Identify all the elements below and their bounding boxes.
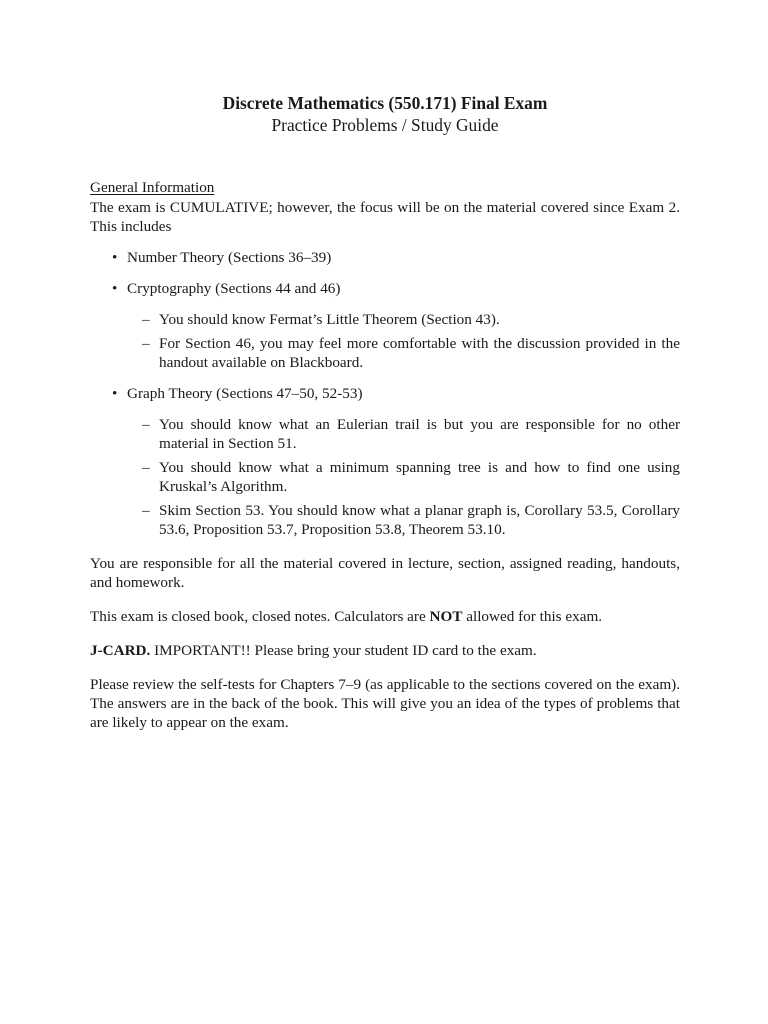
subtopic-item (127, 334, 680, 372)
bullet-icon: • (112, 249, 118, 266)
topic-label: Cryptography (Sections 44 and 46) (127, 280, 341, 297)
dash-icon: – (142, 416, 150, 433)
dash-icon: – (142, 459, 150, 476)
subtopic-text: For Section 46, you may feel more comfortable with the discussion provided in the handout available on Blackboard. (159, 335, 680, 371)
topics-list (90, 248, 680, 539)
dash-icon: – (142, 502, 150, 519)
topic-item-number-theory (90, 248, 680, 267)
jcard-paragraph (90, 641, 680, 660)
subtopic-item (127, 458, 680, 496)
topic-label: Number Theory (Sections 36–39) (127, 249, 332, 266)
closed-book-emphasis: NOT (429, 608, 463, 625)
subtopic-text: You should know Fermat’s Little Theorem (Section 43). (159, 311, 500, 328)
subtopics-list (127, 415, 680, 539)
closed-book-paragraph (90, 607, 680, 626)
topic-item-cryptography (90, 279, 680, 372)
document-title: Discrete Mathematics (550.171) Final Exam (222, 93, 548, 113)
intro-paragraph: The exam is CUMULATIVE; however, the focus will be on the material covered since Exam 2. This includes (90, 199, 680, 235)
jcard-label: J-CARD. (90, 642, 151, 659)
subtopic-item (127, 501, 680, 539)
closed-book-text-end: allowed for this exam. (462, 608, 603, 625)
subtopic-item (127, 415, 680, 453)
jcard-text: IMPORTANT!! Please bring your student ID card to the exam. (150, 642, 537, 659)
subtopics-list (127, 310, 680, 372)
responsibility-paragraph: You are responsible for all the material covered in lecture, section, assigned reading, handouts, and homework. (90, 555, 680, 591)
closed-book-text: This exam is closed book, closed notes. Calculators are (90, 608, 430, 625)
bullet-icon: • (112, 385, 118, 402)
subtopic-item (127, 310, 680, 329)
bullet-icon: • (112, 280, 118, 297)
section-heading-general-information: General Information (90, 179, 215, 196)
document-subtitle: Practice Problems / Study Guide (271, 115, 499, 135)
subtopic-text: Skim Section 53. You should know what a planar graph is, Corollary 53.5, Corollary 53.6, Proposition 53.7, Proposition 53.8, Theorem 53.10. (159, 502, 680, 538)
document-page (90, 92, 680, 732)
review-paragraph: Please review the self-tests for Chapters 7–9 (as applicable to the sections covered on the exam). The answers are in the back of the book. This will give you an idea of the types of problems that are likely to appear on the exam. (90, 676, 680, 731)
topic-label: Graph Theory (Sections 47–50, 52-53) (127, 385, 363, 402)
subtopic-text: You should know what a minimum spanning tree is and how to find one using Kruskal’s Algorithm. (159, 459, 680, 495)
dash-icon: – (142, 335, 150, 352)
dash-icon: – (142, 311, 150, 328)
topic-item-graph-theory (90, 384, 680, 539)
subtopic-text: You should know what an Eulerian trail is but you are responsible for no other material in Section 51. (159, 416, 680, 452)
